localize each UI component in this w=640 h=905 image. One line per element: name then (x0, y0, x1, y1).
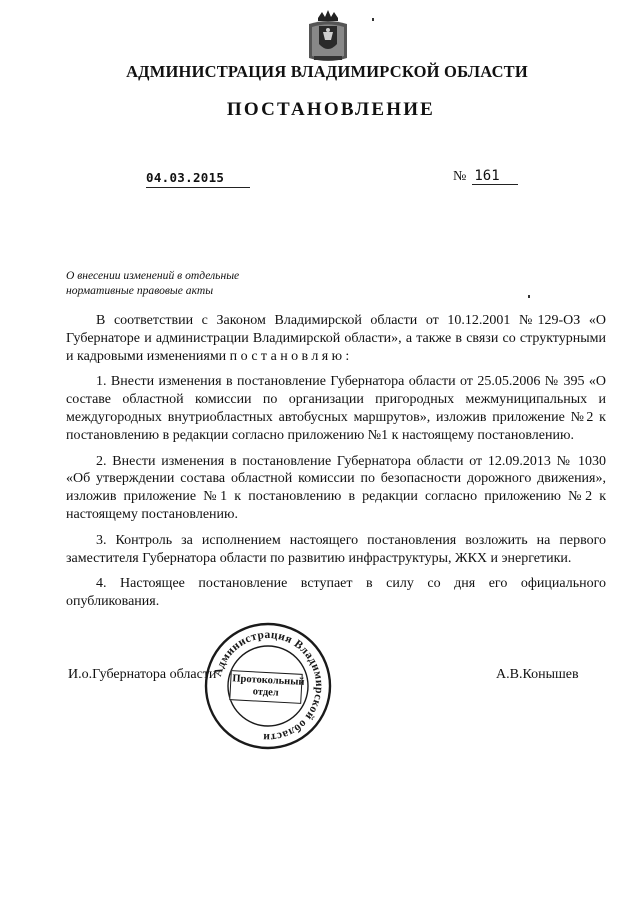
document-date: 04.03.2015 (146, 170, 250, 188)
document-subject (66, 268, 306, 298)
item-paragraph: 2. Внести изменения в постановление Губернатора области от 12.09.2013 № 1030 «Об утверждении состава областной комиссии по безопасности дорожного движения», изложив приложение №1 к постановлению в редакции согласно приложению №2 к настоящему постановлению. (66, 453, 606, 522)
document-type-title: ПОСТАНОВЛЕНИЕ (226, 99, 436, 120)
subject-line: нормативные правовые акты (66, 284, 214, 297)
organization-title: АДМИНИСТРАЦИЯ ВЛАДИМИРСКОЙ ОБЛАСТИ (126, 62, 528, 81)
scan-speck (528, 295, 530, 298)
official-stamp (202, 620, 334, 752)
stamp-center-line: отдел (252, 686, 279, 699)
stamp-ring-text: Администрация Владимирской области (211, 628, 326, 744)
intro-text: В соответствии с Законом Владимирской области от 10.12.2001 №129-ОЗ «О Губернаторе и администрации Владимирской области», а также в связи со структурными и кадровыми изменениями (66, 313, 606, 364)
signatory-position: И.о.Губернатора области (68, 667, 217, 682)
scan-speck (372, 18, 374, 21)
signatory-name: А.В.Конышев (496, 667, 579, 682)
document-number: 161 (472, 168, 518, 185)
item-paragraph: 4. Настоящее постановление вступает в силу со дня его официального опубликования. (66, 576, 606, 610)
stamp-center-line: Протокольный (232, 673, 305, 688)
resolve-word: постановляю: (229, 348, 353, 364)
item-paragraph: 3. Контроль за исполнением настоящего постановления возложить на первого заместителя Губернатора области по развитию инфраструктуры, ЖКХ и энергетики. (66, 532, 606, 566)
document-body (66, 312, 606, 619)
number-sign: № (453, 169, 467, 184)
subject-line: О внесении изменений в отдельные (66, 269, 240, 282)
item-paragraph: 1. Внести изменения в постановление Губернатора области от 25.05.2006 № 395 «О составе областной комиссии по организации пригородных межмуниципальных и междугородных внутриобластных автобусных маршрутов», изложив приложение №2 к постановлению в редакции согласно приложению №1 к настоящему постановлению. (66, 374, 606, 443)
coat-of-arms-icon (300, 8, 356, 64)
document-number-block (453, 168, 518, 185)
stamp-center-box (229, 670, 305, 704)
intro-paragraph (66, 312, 606, 365)
